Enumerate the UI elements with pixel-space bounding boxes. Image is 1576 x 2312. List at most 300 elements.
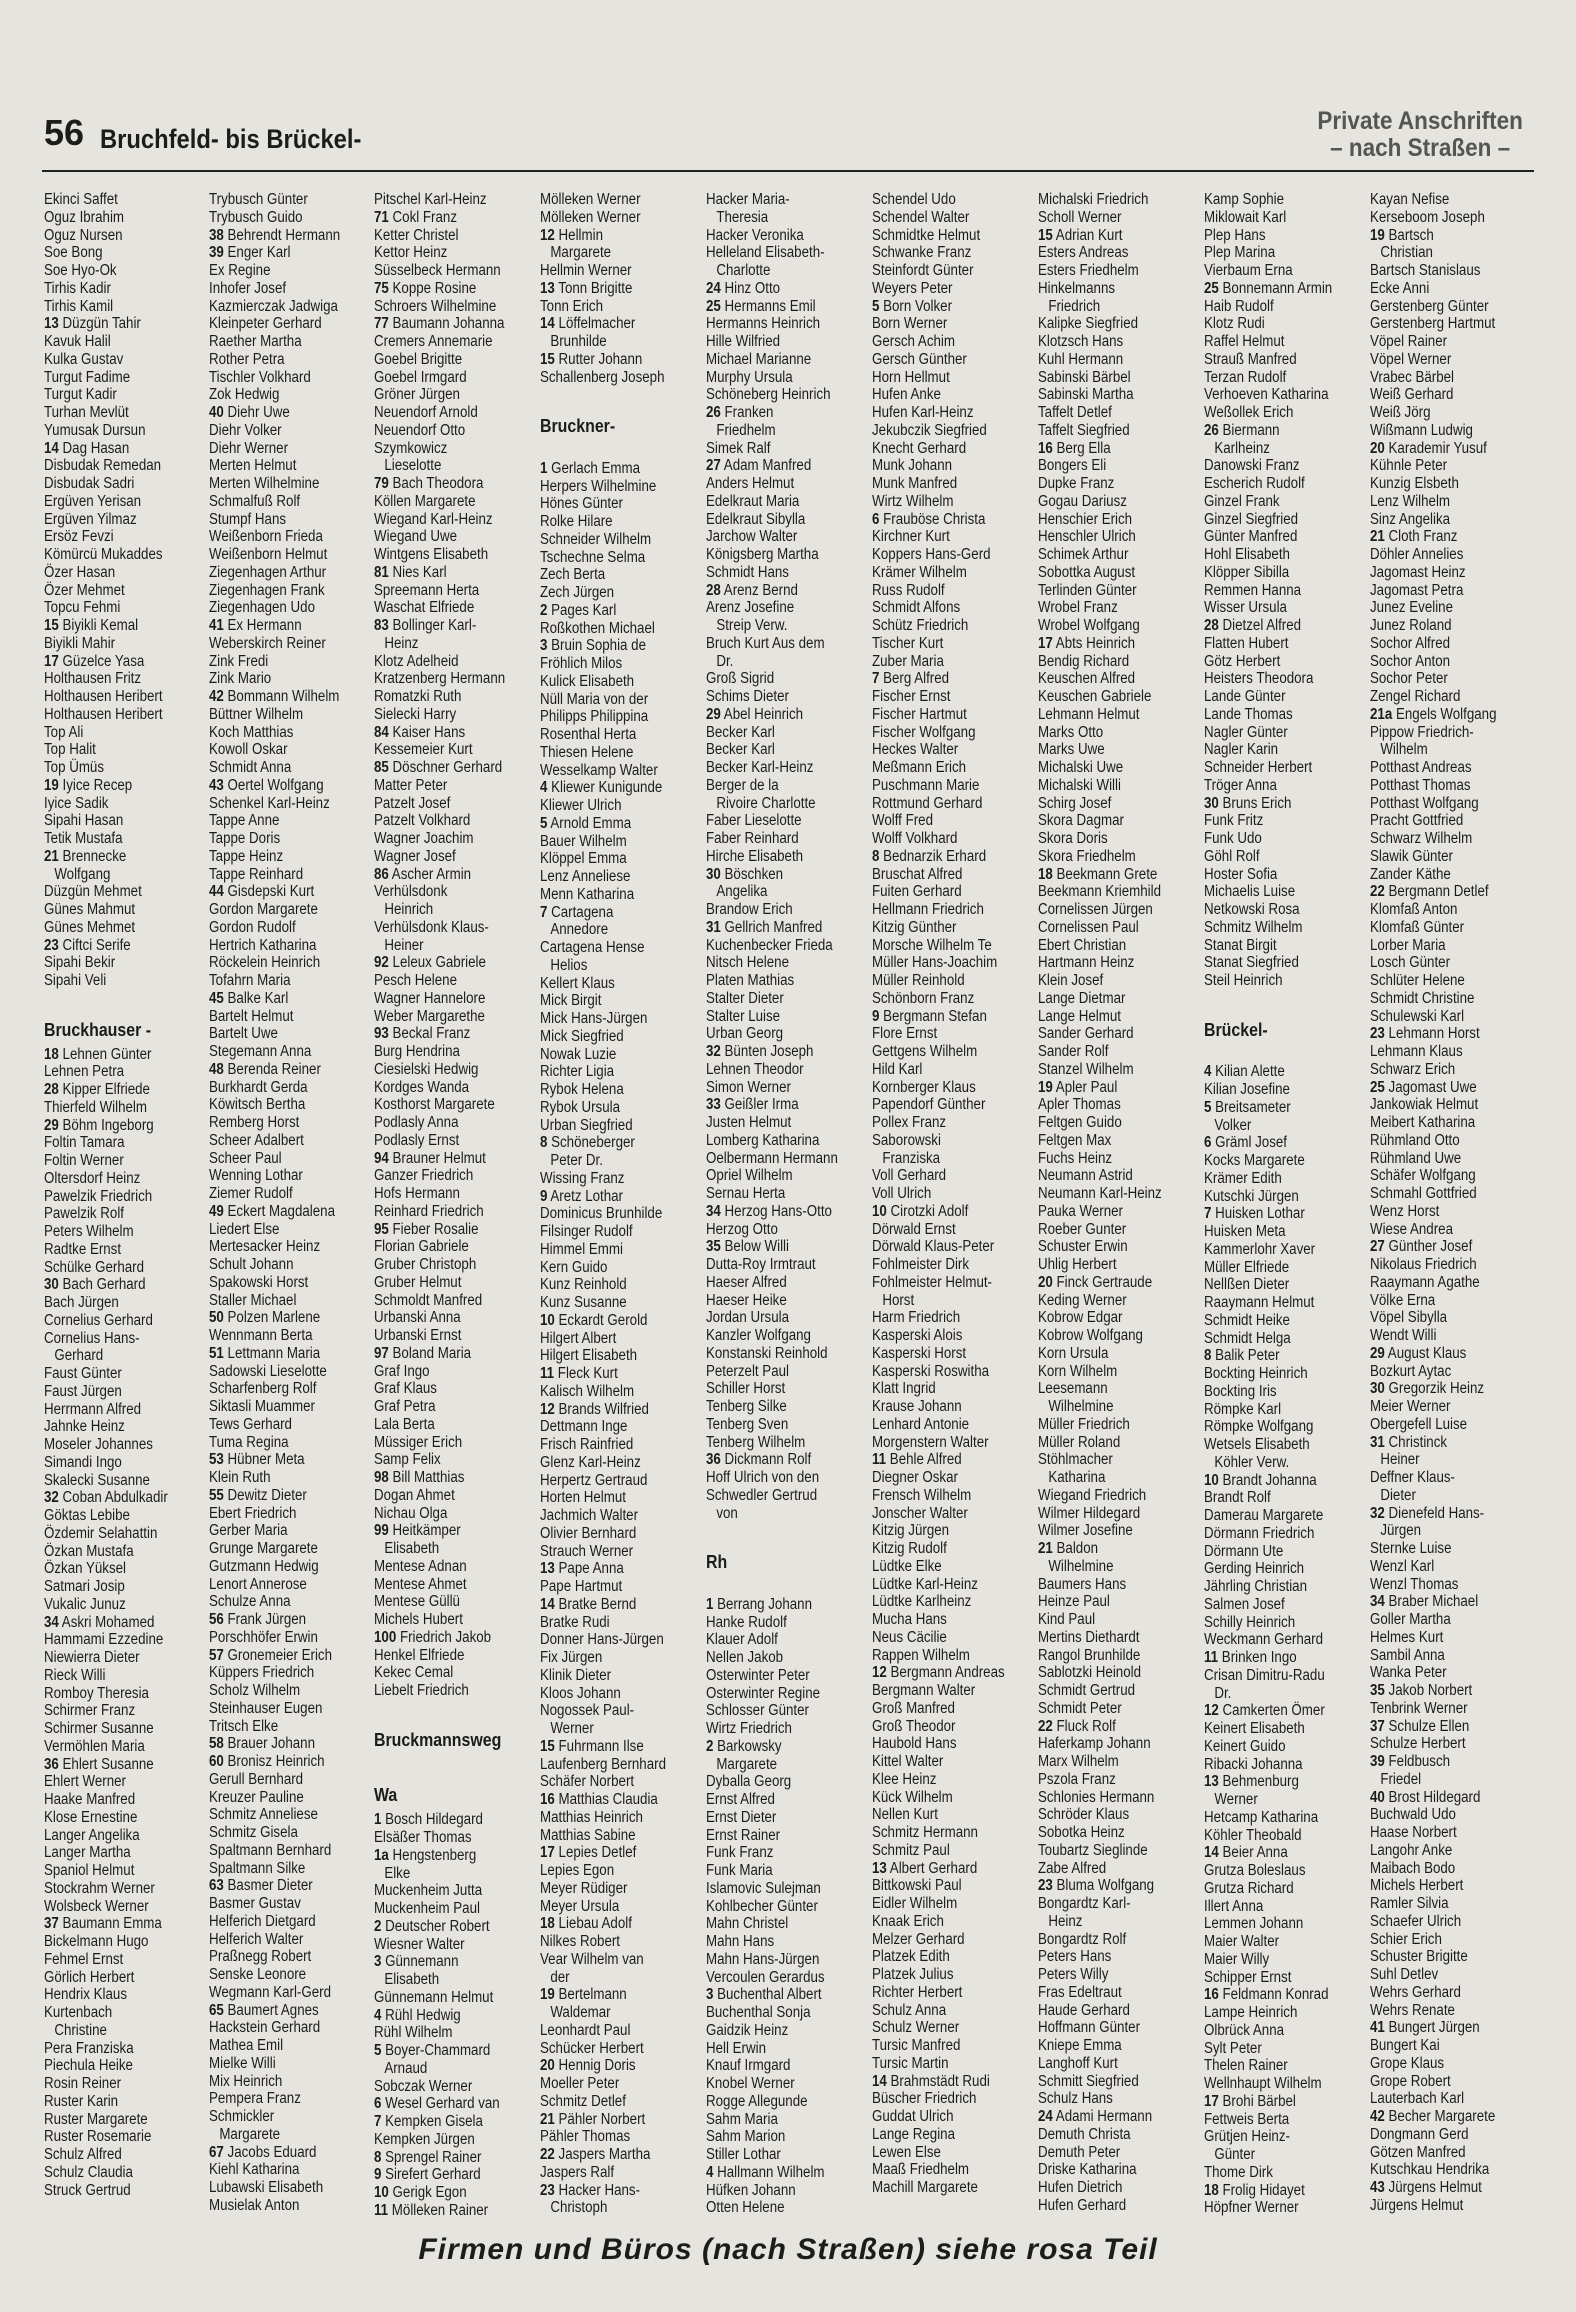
resident-entry: Schmidt Christine (1370, 989, 1475, 1007)
resident-entry: Brandt Rolf (1204, 1489, 1271, 1507)
resident-entry: Dongmann Gerd (1370, 2125, 1469, 2143)
resident-entry: Wissing Franz (540, 1169, 625, 1187)
resident-entry: 15 Adrian Kurt (1038, 226, 1123, 244)
resident-entry: Wanka Peter (1370, 1664, 1447, 1682)
resident-entry: Keinert Elisabeth (1204, 1720, 1305, 1737)
house-number: 55 (209, 1486, 224, 1504)
resident-entry: Götzen Manfred (1370, 2143, 1466, 2161)
house-number: 4 (540, 779, 548, 797)
resident-entry: Kellert Klaus (540, 974, 615, 992)
resident-entry: Deffner Klaus- (1370, 1469, 1455, 1486)
resident-entry: Struck Gertrud (44, 2181, 131, 2199)
resident-entry: Liedert Else (209, 1220, 280, 1238)
resident-entry: Arenz Josefine (706, 599, 795, 617)
entry-continuation: Friedhelm (716, 421, 776, 439)
resident-entry: Faber Reinhard (706, 830, 799, 847)
resident-entry: Kück Wilhelm (872, 1788, 953, 1806)
resident-entry: Tirhis Kadir (44, 279, 111, 297)
resident-entry: Romatzki Ruth (374, 688, 462, 705)
resident-entry: Gerstenberg Günter (1370, 297, 1489, 315)
house-number: 5 (1204, 1098, 1212, 1116)
resident-entry: Kohlbecher Günter (706, 1897, 818, 1915)
resident-entry: Rother Petra (209, 350, 285, 368)
resident-entry: Lenz Anneliese (540, 868, 631, 885)
resident-entry: Marks Otto (1038, 723, 1104, 741)
resident-entry: Stumpf Hans (209, 510, 287, 528)
entry-continuation: Lieselotte (384, 457, 442, 475)
resident-entry: 16 Berg Ella (1038, 439, 1111, 457)
house-number: 1a (374, 1846, 389, 1864)
resident-entry: Jarchow Walter (706, 528, 798, 546)
house-number: 58 (209, 1735, 224, 1753)
house-number: 65 (209, 2001, 224, 2019)
resident-entry: Scheer Paul (209, 1149, 282, 1167)
resident-entry: Skora Dagmar (1038, 812, 1124, 830)
resident-entry: Hellmin Werner (540, 262, 632, 279)
resident-entry: Kuchenbecker Frieda (706, 936, 833, 954)
resident-entry: Radtke Ernst (44, 1240, 122, 1258)
house-number: 5 (374, 2042, 382, 2059)
resident-entry: Kettor Heinz (374, 244, 448, 262)
resident-entry: Rosenthal Herta (540, 726, 637, 743)
resident-entry: 23 Lehmann Horst (1370, 1025, 1480, 1043)
house-number: 14 (44, 439, 59, 457)
entry-continuation: Helios (550, 956, 588, 974)
house-number: 1 (706, 1595, 714, 1613)
resident-entry: 35 Below Willi (706, 1238, 789, 1256)
resident-entry: Schneider Herbert (1204, 759, 1313, 776)
resident-entry: Matthias Heinrich (540, 1808, 643, 1826)
resident-entry: Olivier Bernhard (540, 1524, 637, 1542)
resident-entry: Kalisch Wilhelm (540, 1382, 635, 1400)
resident-entry: Wolff Fred (872, 812, 934, 830)
house-number: 12 (872, 1664, 887, 1682)
resident-entry: Wiese Andrea (1370, 1220, 1453, 1238)
resident-entry: Mentese Ahmet (374, 1575, 467, 1593)
resident-entry: Dutta-Roy Irmtraut (706, 1256, 816, 1273)
resident-entry: Rappen Wilhelm (872, 1646, 970, 1664)
resident-entry: Bockting Iris (1204, 1382, 1277, 1400)
resident-entry: Marx Wilhelm (1038, 1753, 1119, 1770)
resident-entry: Marks Uwe (1038, 741, 1105, 759)
resident-entry: Klee Heinz (872, 1770, 937, 1788)
resident-entry: Menn Katharina (540, 885, 635, 903)
resident-entry: Wolsbeck Werner (44, 1897, 149, 1915)
directory-column (44, 191, 204, 2201)
resident-entry: Ehlert Werner (44, 1773, 126, 1791)
resident-entry: Richter Ligia (540, 1063, 615, 1081)
resident-entry: Michalski Willi (1038, 776, 1121, 794)
house-number: 11 (872, 1451, 887, 1469)
resident-entry: Pähler Thomas (540, 2128, 631, 2146)
resident-entry: 85 Döschner Gerhard (374, 759, 503, 776)
resident-entry: Koch Matthias (209, 723, 294, 741)
resident-entry: Neus Cäcilie (872, 1628, 947, 1646)
resident-entry: Demuth Peter (1038, 2143, 1121, 2161)
resident-entry: Feltgen Max (1038, 1131, 1112, 1149)
resident-entry: 15 Rutter Johann (540, 350, 643, 368)
resident-entry: Schirmer Franz (44, 1702, 136, 1720)
house-number: 14 (540, 315, 555, 333)
resident-entry: Berger de la (706, 776, 779, 794)
resident-entry: Küppers Friedrich (209, 1664, 315, 1682)
resident-entry: Voll Ulrich (872, 1185, 932, 1202)
entry-continuation: Annedore (550, 921, 609, 939)
entry-continuation: Angelika (716, 883, 768, 901)
resident-entry: Günnemann Helmut (374, 1988, 494, 2006)
resident-entry: Kilian Josefine (1204, 1081, 1290, 1098)
resident-entry: Cornelius Gerhard (44, 1311, 153, 1329)
resident-entry: Kunz Reinhold (540, 1276, 627, 1294)
resident-entry: Haase Norbert (1370, 1824, 1457, 1841)
resident-entry: Harm Friedrich (872, 1309, 961, 1327)
house-number: 16 (1204, 1986, 1219, 2004)
resident-entry: Tappe Reinhard (209, 865, 304, 883)
resident-entry: Gutzmann Hedwig (209, 1557, 319, 1575)
resident-entry: Müller Elfriede (1204, 1258, 1290, 1276)
resident-entry: Cornelissen Jürgen (1038, 901, 1153, 918)
resident-entry: Bergmann Walter (872, 1682, 976, 1699)
resident-entry: Schroers Wilhelmine (374, 297, 497, 315)
resident-entry: Vöpel Werner (1370, 350, 1452, 368)
entry-continuation: Brunhilde (550, 333, 607, 350)
resident-entry: Anders Helmut (706, 475, 795, 492)
resident-entry: Dörwald Ernst (872, 1220, 956, 1238)
resident-entry: Waschat Elfriede (374, 599, 475, 617)
resident-entry: Ginzel Frank (1204, 492, 1280, 510)
resident-entry: Kleinpeter Gerhard (209, 315, 322, 333)
house-number: 29 (1370, 1344, 1385, 1362)
resident-entry: Fuchs Heinz (1038, 1149, 1113, 1167)
house-number: 30 (44, 1276, 59, 1294)
resident-entry: Tischler Volkhard (209, 368, 311, 386)
resident-entry: 9 Bergmann Stefan (872, 1007, 987, 1025)
resident-entry: Weiß Gerhard (1370, 386, 1454, 404)
house-number: 8 (1204, 1347, 1212, 1365)
resident-entry: Haeser Alfred (706, 1273, 787, 1291)
resident-entry: Grutza Boleslaus (1204, 1862, 1306, 1879)
resident-entry: Lemmen Johann (1204, 1915, 1304, 1933)
resident-entry: Schier Erich (1370, 1930, 1442, 1948)
resident-entry: Hermanns Heinrich (706, 315, 821, 333)
resident-entry: Eidler Wilhelm (872, 1895, 958, 1912)
resident-entry: 29 Abel Heinrich (706, 705, 804, 723)
resident-entry: Haubold Hans (872, 1735, 957, 1753)
resident-entry: Meyer Ursula (540, 1897, 620, 1915)
resident-entry: Herpertz Gertraud (540, 1471, 648, 1489)
resident-entry: Musielak Anton (209, 2196, 300, 2214)
resident-entry: Tofahrn Maria (209, 972, 291, 989)
resident-entry: 10 Gerigk Egon (374, 2184, 467, 2201)
resident-entry: Wintgens Elisabeth (374, 546, 489, 563)
resident-entry: Weber Margarethe (374, 1007, 485, 1025)
resident-entry: Kempken Jürgen (374, 2130, 475, 2148)
resident-entry: Spakowski Horst (209, 1273, 309, 1291)
resident-entry: Ebert Friedrich (209, 1504, 297, 1522)
resident-entry: Roßkothen Michael (540, 619, 655, 637)
resident-entry: Schmitz Wilhelm (1204, 918, 1303, 936)
resident-entry: Melzer Gerhard (872, 1930, 965, 1948)
resident-entry: 99 Heitkämper (374, 1522, 461, 1540)
resident-entry: 8 Bednarzik Erhard (872, 847, 987, 865)
resident-entry: 7 Berg Alfred (872, 670, 950, 688)
resident-entry: Schmalfuß Rolf (209, 492, 301, 510)
resident-entry: Schult Johann (209, 1256, 294, 1273)
resident-entry: Wilmer Josefine (1038, 1522, 1133, 1540)
directory-column (1370, 191, 1530, 2214)
resident-entry: 14 Brahmstädt Rudi (872, 2072, 990, 2090)
resident-entry: Schönborn Franz (872, 989, 975, 1007)
resident-entry: Kliewer Ulrich (540, 797, 622, 814)
resident-entry: Hellmann Friedrich (872, 901, 984, 918)
resident-entry: Wenzl Thomas (1370, 1575, 1459, 1593)
resident-entry: Cartagena Hense (540, 939, 645, 956)
resident-entry: Ruster Karin (44, 2092, 119, 2110)
resident-entry: Klöpper Sibilla (1204, 563, 1290, 581)
resident-entry: Döhler Annelies (1370, 546, 1464, 563)
resident-entry: Becker Karl-Heinz (706, 759, 814, 776)
resident-entry: Pawelzik Rolf (44, 1205, 125, 1223)
resident-entry: Lampe Heinrich (1204, 2004, 1298, 2021)
resident-entry: Haeser Heike (706, 1291, 787, 1309)
resident-entry: Tröger Anna (1204, 776, 1277, 794)
resident-entry: Skora Doris (1038, 830, 1108, 847)
resident-entry: Sternke Luise (1370, 1540, 1452, 1557)
house-number: 77 (374, 315, 389, 333)
resident-entry: 67 Jacobs Eduard (209, 2143, 317, 2161)
resident-entry: Steinhauser Eugen (209, 1699, 323, 1717)
resident-entry: Sinz Angelika (1370, 510, 1451, 528)
resident-entry: Düzgün Mehmet (44, 883, 142, 901)
resident-entry: Kiehl Katharina (209, 2161, 300, 2179)
house-number: 14 (872, 2072, 887, 2090)
entry-continuation: Wilhelmine (1048, 1557, 1114, 1575)
resident-entry: Mertesacker Heinz (209, 1238, 321, 1256)
resident-entry: Ziegenhagen Frank (209, 581, 325, 599)
entry-continuation: Jürgen (1380, 1522, 1422, 1540)
resident-entry: Goller Martha (1370, 1611, 1451, 1628)
resident-entry: Baumers Hans (1038, 1575, 1127, 1593)
resident-entry: Michael Marianne (706, 350, 812, 368)
house-number: 43 (1370, 2179, 1385, 2196)
house-number: 17 (44, 652, 59, 670)
resident-entry: Schirg Josef (1038, 794, 1112, 812)
resident-entry: Demuth Christa (1038, 2125, 1131, 2143)
entry-continuation: Heiner (1380, 1451, 1420, 1469)
resident-entry: Tenberg Silke (706, 1398, 787, 1415)
resident-entry: Grope Klaus (1370, 2054, 1445, 2072)
resident-entry: Strauß Manfred (1204, 350, 1297, 368)
house-number: 14 (1204, 1844, 1219, 1862)
house-number: 25 (1204, 279, 1219, 297)
resident-entry: Nitsch Helene (706, 954, 789, 972)
resident-entry: Stalter Dieter (706, 989, 784, 1007)
resident-entry: Schaefer Ulrich (1370, 1912, 1462, 1930)
house-number: 95 (374, 1220, 389, 1238)
resident-entry: Justen Helmut (706, 1114, 792, 1131)
house-number: 29 (706, 705, 721, 723)
house-number: 25 (1370, 1078, 1385, 1096)
house-number: 23 (540, 2181, 555, 2199)
resident-entry: Leonhardt Paul (540, 2021, 631, 2039)
resident-entry: Potthast Andreas (1370, 759, 1472, 776)
resident-entry: Özer Mehmet (44, 581, 125, 599)
resident-entry: Vercoulen Gerardus (706, 1968, 825, 1986)
resident-entry: 5 Arnold Emma (540, 814, 632, 832)
house-number: 100 (374, 1628, 397, 1646)
resident-entry: Müssiger Erich (374, 1433, 463, 1451)
resident-entry: 77 Baumann Johanna (374, 315, 505, 333)
resident-entry: Gerull Bernhard (209, 1770, 304, 1788)
resident-entry: Günes Mahmut (44, 901, 136, 918)
resident-entry: Schmitt Siegfried (1038, 2072, 1139, 2090)
resident-entry: Henschier Erich (1038, 510, 1133, 528)
resident-entry: Michaelis Luise (1204, 883, 1296, 901)
resident-entry: Peters Hans (1038, 1948, 1112, 1966)
resident-entry: Haude Gerhard (1038, 2001, 1130, 2019)
house-number: 11 (1204, 1649, 1219, 1666)
resident-entry: Kalipke Siegfried (1038, 315, 1139, 333)
resident-entry: Elsäßer Thomas (374, 1829, 472, 1846)
resident-entry: Schmitz Paul (872, 1841, 950, 1859)
resident-entry: Siktasli Muammer (209, 1398, 315, 1415)
resident-entry: Raffel Helmut (1204, 333, 1285, 350)
house-number: 18 (540, 1915, 555, 1933)
house-number: 49 (209, 1202, 224, 1220)
resident-entry: 11 Mölleken Rainer (374, 2201, 489, 2219)
resident-entry: Kitzig Günther (872, 918, 957, 936)
resident-entry: Günes Mehmet (44, 918, 136, 936)
house-number: 31 (1370, 1433, 1385, 1451)
resident-entry: Kniepe Emma (1038, 2037, 1122, 2054)
spacer (1204, 1046, 1342, 1064)
resident-entry: Mathea Emil (209, 2037, 284, 2054)
resident-entry: Horten Helmut (540, 1489, 626, 1507)
resident-entry: Ketter Christel (374, 226, 459, 244)
resident-entry: Wagner Josef (374, 847, 456, 865)
resident-entry: Herzog Otto (706, 1220, 778, 1238)
resident-entry: Sobottka August (1038, 563, 1136, 581)
entry-continuation: Wolfgang (54, 865, 111, 883)
resident-entry: Stockrahm Werner (44, 1879, 155, 1897)
house-number: 2 (540, 601, 548, 619)
resident-entry: Wisser Ursula (1204, 599, 1287, 617)
resident-entry: Junez Eveline (1370, 599, 1454, 617)
resident-entry: Görlich Herbert (44, 1968, 135, 1986)
resident-entry: Thelen Rainer (1204, 2057, 1288, 2075)
resident-entry: Tappe Heinz (209, 847, 284, 865)
resident-entry: Meier Werner (1370, 1398, 1451, 1415)
resident-entry: 25 Jagomast Uwe (1370, 1078, 1477, 1096)
house-number: 60 (209, 1753, 224, 1770)
house-number: 2 (374, 1917, 382, 1935)
resident-entry: Raaymann Agathe (1370, 1273, 1480, 1291)
house-number: 8 (872, 847, 880, 865)
resident-entry: Lehnen Theodor (706, 1060, 804, 1078)
resident-entry: 21 Cloth Franz (1370, 528, 1458, 546)
resident-entry: 94 Brauner Helmut (374, 1149, 486, 1167)
resident-entry: Weißenborn Helmut (209, 546, 328, 563)
house-number: 22 (1038, 1717, 1053, 1735)
resident-entry: Heisters Theodora (1204, 670, 1314, 688)
house-number: 48 (209, 1060, 224, 1078)
resident-entry: Wagner Hannelore (374, 989, 486, 1007)
resident-entry: Stalter Luise (706, 1007, 781, 1025)
resident-entry: Trybusch Günter (209, 191, 308, 208)
entry-continuation: Waldemar (550, 2004, 611, 2021)
resident-entry: Burkhardt Gerda (209, 1078, 308, 1096)
resident-entry: Mucha Hans (872, 1611, 947, 1628)
resident-entry: Strauch Werner (540, 1542, 634, 1560)
resident-entry: Tischer Kurt (872, 634, 944, 652)
house-number: 93 (374, 1025, 389, 1043)
resident-entry: Fröhlich Milos (540, 655, 623, 672)
resident-entry: 10 Eckardt Gerold (540, 1311, 648, 1329)
resident-entry: Tirhis Kamil (44, 297, 114, 315)
resident-entry: Philipps Philippina (540, 708, 649, 726)
spacer (1204, 990, 1342, 1008)
resident-entry: Nellen Jakob (706, 1649, 784, 1666)
resident-entry: Morsche Wilhelm Te (872, 936, 992, 954)
page-number: 56 (44, 112, 85, 153)
resident-entry: 60 Bronisz Heinrich (209, 1753, 325, 1770)
house-number: 84 (374, 723, 389, 741)
resident-entry: Funk Udo (1204, 830, 1262, 847)
resident-entry: Turgut Fadime (44, 368, 131, 386)
resident-entry: Zink Mario (209, 670, 272, 688)
street-heading: Brückel- (1204, 1018, 1268, 1040)
resident-entry: Schulz Anna (872, 2001, 947, 2019)
resident-entry: Sipahi Veli (44, 972, 107, 989)
resident-entry: Dominicus Brunhilde (540, 1205, 663, 1223)
resident-entry: 23 Hacker Hans- (540, 2181, 641, 2199)
resident-entry: Neumann Karl-Heinz (1038, 1185, 1162, 1202)
resident-entry: Wolff Volkhard (872, 830, 958, 847)
resident-entry: Kömürcü Mukaddes (44, 546, 163, 563)
house-number: 26 (1204, 421, 1219, 439)
house-number: 10 (540, 1311, 555, 1329)
resident-entry: Taffelt Siegfried (1038, 421, 1130, 439)
entry-continuation: Werner (550, 1720, 594, 1737)
entry-continuation: Charlotte (716, 262, 771, 279)
resident-entry: Fischer Ernst (872, 688, 951, 705)
resident-entry: Groß Manfred (872, 1699, 955, 1717)
resident-entry: 34 Askri Mohamed (44, 1613, 155, 1631)
spacer (540, 386, 678, 404)
resident-entry: Saborowski (872, 1131, 941, 1149)
resident-entry: Tappe Doris (209, 830, 281, 847)
resident-entry: Hanke Rudolf (706, 1613, 787, 1631)
resident-entry: Zander Käthe (1370, 865, 1451, 883)
resident-entry: Sipahi Bekir (44, 954, 116, 972)
resident-entry: Cornelius Hans- (44, 1329, 140, 1347)
resident-entry: 20 Hennig Doris (540, 2057, 636, 2075)
resident-entry: Schmickler (209, 2108, 275, 2125)
resident-entry: Edelkraut Sibylla (706, 510, 806, 528)
resident-entry: Krämer Wilhelm (872, 563, 967, 581)
house-number: 13 (872, 1859, 887, 1877)
resident-entry: Hammami Ezzedine (44, 1631, 164, 1649)
resident-entry: Russ Rudolf (872, 581, 945, 599)
entry-continuation: Werner (1214, 1791, 1258, 1808)
resident-entry: 17 Abts Heinrich (1038, 634, 1136, 652)
resident-entry: Ex Regine (209, 262, 271, 279)
resident-entry: Wenz Horst (1370, 1202, 1440, 1220)
house-number: 20 (1038, 1273, 1053, 1291)
resident-entry: Peters Wilhelm (44, 1223, 134, 1240)
resident-entry: 13 Albert Gerhard (872, 1859, 978, 1877)
resident-entry: 33 Geißler Irma (706, 1096, 799, 1114)
